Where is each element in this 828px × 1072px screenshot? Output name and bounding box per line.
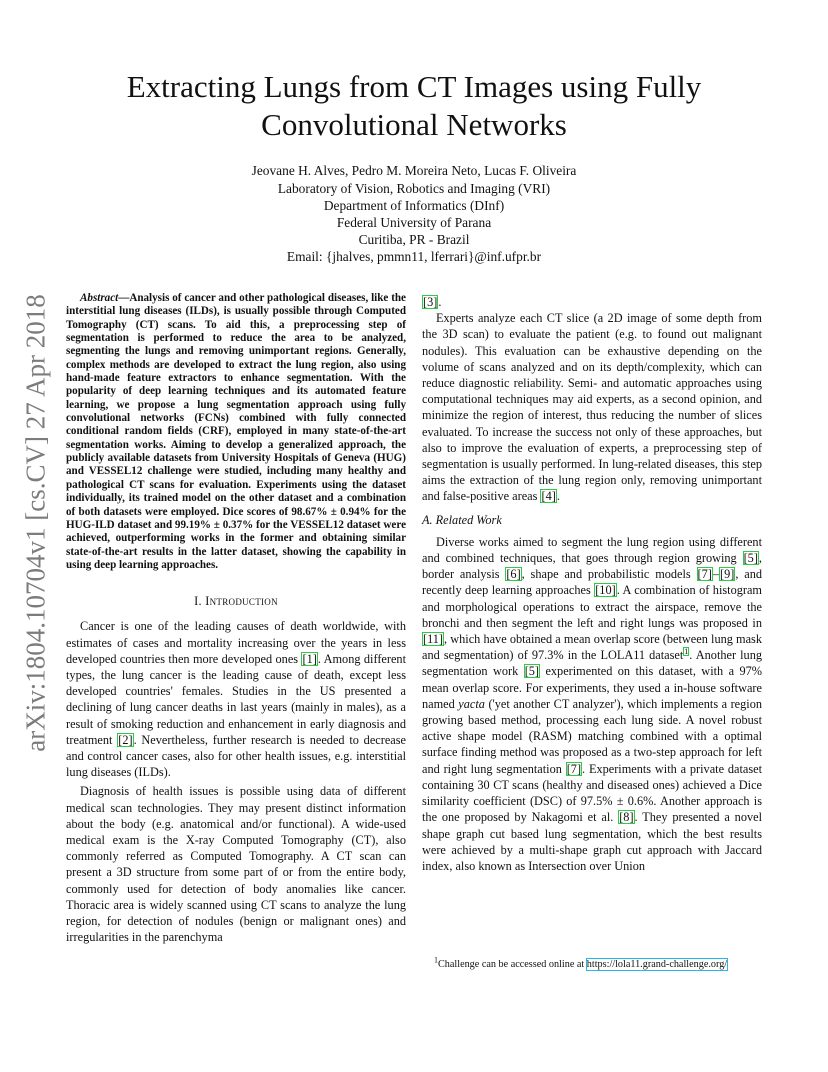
abstract-text: —Analysis of cancer and other pathological diseases, like the interstitial lung diseases (ILDs), is usually possible through Computed Tomography (CT) scans. To aid this, a preprocessing step of segmentation is performed to reduce the area to be analyzed, segmenting the lungs and removing unimportant regions. Generally, complex methods are developed to extract the lung region, also using hand-made feature extractors to enhance segmentation. With the popularity of deep learning techniques and its automated feature learning, we propose a lung segmentation approach using fully convolutional networks (FCNs) combined with fully connected conditional random fields (CRF), employed in many state-of-the-art segmentation works. Aiming to develop a generalized approach, the publicly available datasets from University Hospitals of Geneva (HUG) and VESSEL12 challenge were studied, including many healthy and pathological CT scans for evaluation. Experiments using the dataset individually, its trained model on the other dataset and a combination of both datasets were employed. Dice scores of 98.67% ± 0.94% for the HUG-ILD dataset and 99.19% ± 0.37% for the VESSEL12 dataset were achieved, outperforming works in the former and obtaining similar state-of-the-art results in the latter dataset, showing the capability in using deep learning approaches. <box>66 292 406 571</box>
intro-paragraph-1 <box>66 618 406 780</box>
author-names: Jeovane H. Alves, Pedro M. Moreira Neto, Lucas F. Oliveira <box>251 163 577 178</box>
citation-link[interactable]: [6] <box>506 567 521 582</box>
text-run: . Experiments with a private dataset containing 30 CT scans (healthy and diseased ones) achieved a Dice similarity coefficient (DSC) of 97.5% ± 0.6%. Another approach is the one proposed by Nakagomi et al. <box>422 761 762 825</box>
arxiv-identifier: arXiv:1804.10704v1 [cs.CV] 27 Apr 2018 <box>20 293 51 752</box>
arxiv-sidebar <box>14 285 58 760</box>
footnote <box>422 955 762 971</box>
citation-link[interactable]: [5] <box>743 551 758 566</box>
text-run: ('yet another CT analyzer'), which implements a region growing based method, processing each lung side. A novel robust active shape model (RASM) matching combined with a optimal surface finding method was proposed as a two-step approach for left and right lung segmentation <box>422 696 762 776</box>
text-run: Cancer is one of the leading causes of death worldwide, with estimates of cases and mortality increasing over the years in less developed countries then more developed ones <box>66 619 406 666</box>
footnote-link[interactable]: 1 <box>684 647 689 657</box>
text-run: – <box>712 567 720 582</box>
left-column <box>66 292 406 945</box>
section-number: I. <box>194 594 206 609</box>
text-run: . Nevertheless, further research is needed to decrease and control cancer cases, also for other health issues, e.g. interstitial lung diseases (ILDs). <box>66 732 406 780</box>
related-work-paragraph <box>422 534 762 874</box>
text-run: , border analysis <box>422 551 762 582</box>
abstract-label: Abstract <box>80 292 119 304</box>
subsection-heading-related-work: A. Related Work <box>422 512 502 527</box>
citation-link[interactable]: [8] <box>619 810 634 825</box>
citation-link[interactable]: [2] <box>118 732 133 747</box>
abstract <box>66 292 406 572</box>
right-column <box>422 294 762 874</box>
affiliation-university: Federal University of Parana <box>336 215 492 230</box>
author-block <box>70 162 758 265</box>
intro-paragraph-2 <box>66 783 406 945</box>
paper-title <box>70 68 758 144</box>
text-run: . A combination of histogram and morphological operations to extract the airspace, remove the bronchi and then segment the left and right lungs was proposed in <box>422 583 762 630</box>
text-run: Diagnosis of health issues is possible using data of different medical scan technologies. They may present distinct information about the body (e.g. anatomical and/or functional). A wide-used medical exam is the X-ray Computed Tomography (CT), also commonly referred as Computed Tomography. A CT scan can present a 3D structure from some part of or from the entire body, commonly used for detection of body anomalies like cancer. Thoracic area is widely scanned using CT scans to analyze the lung region, for detection of nodules (benign or malignant ones) and irregularities in the parenchyma <box>66 784 406 945</box>
citation-link[interactable]: [5] <box>524 664 540 679</box>
text-run: experimented on this dataset, with a 97% mean overlap score. For experiments, they used a in-house software named <box>422 664 763 711</box>
footnote-text: Challenge can be accessed online at <box>438 959 587 970</box>
citation-link[interactable]: [3] <box>423 295 438 309</box>
affiliation-department: Department of Informatics (DInf) <box>323 198 505 213</box>
software-name: yacta <box>458 696 485 711</box>
affiliation-lab: Laboratory of Vision, Robotics and Imaging (VRI) <box>277 181 551 196</box>
citation-link[interactable]: [7] <box>697 567 712 582</box>
text-run: . <box>438 295 442 309</box>
title-line-2: Convolutional Networks <box>261 107 567 142</box>
intro-paragraph-2-continued <box>422 294 762 310</box>
text-run: , which have obtained a mean overlap score (between lung mask and segmentation) of 97.3% in the LOLA11 dataset <box>422 632 762 663</box>
citation-link[interactable]: [10] <box>595 583 616 598</box>
citation-link[interactable]: [4] <box>541 489 556 504</box>
affiliation-city: Curitiba, PR - Brazil <box>358 232 470 247</box>
author-email: Email: {jhalves, pmmn11, lferrari}@inf.ufpr.br <box>286 249 542 264</box>
footnote-mark: 1 <box>434 955 438 965</box>
text-run: Experts analyze each CT slice (a 2D image of some depth from the 3D scan) to evaluate the patient (e.g. to found out malignant nodules). This evaluation can be exhaustive depending on the volume of scans analyzed and on its depth/complexity, which can reduce diagnostic reliability. Semi- and automatic approaches using computational techniques may aid experts, as a second opinion, and minimize the region of interest, thus reducing the number of slices evaluated. To increase the success not only of these approaches, but also to improve the evaluation of experts, a preprocessing step of segmentation is usually performed. In lung-related diseases, this step aims the extraction of the lung region only, removing unimportant and false-positive areas <box>422 311 762 504</box>
section-title: Introduction <box>205 594 278 609</box>
citation-link[interactable]: [9] <box>720 567 735 582</box>
citation-link[interactable]: [7] <box>566 761 582 776</box>
citation-link[interactable]: [11] <box>423 632 444 647</box>
text-run: . <box>556 489 560 504</box>
text-run: Diverse works aimed to segment the lung region using different and combined techniques, that goes through region growing <box>422 534 762 566</box>
text-run: , shape and probabilistic models <box>521 567 697 582</box>
text-run: . Among different types, the lung cancer is the leading cause of death, except less developed countries' females. Studies in the US presented a declining of lung cancer deaths in last years (mainly in males), as a result of smoking reduction and enhancement in early diagnosis and treatment <box>66 651 406 747</box>
footnote-url-link[interactable]: https://lola11.grand-challenge.org/ <box>586 959 728 970</box>
text-run: . They presented a novel shape graph cut based lung segmentation, which the best results were achieved by a multi-shape graph cut approach with Jaccard index, also known as Intersection over Union <box>422 810 762 873</box>
section-heading-introduction <box>66 593 406 609</box>
text-run: , and recently deep learning approaches <box>422 567 763 598</box>
citation-link[interactable]: [1] <box>302 651 317 666</box>
intro-paragraph-3 <box>422 310 762 504</box>
title-line-1: Extracting Lungs from CT Images using Fully <box>126 69 702 104</box>
text-run: . Another lung segmentation work <box>422 648 762 679</box>
